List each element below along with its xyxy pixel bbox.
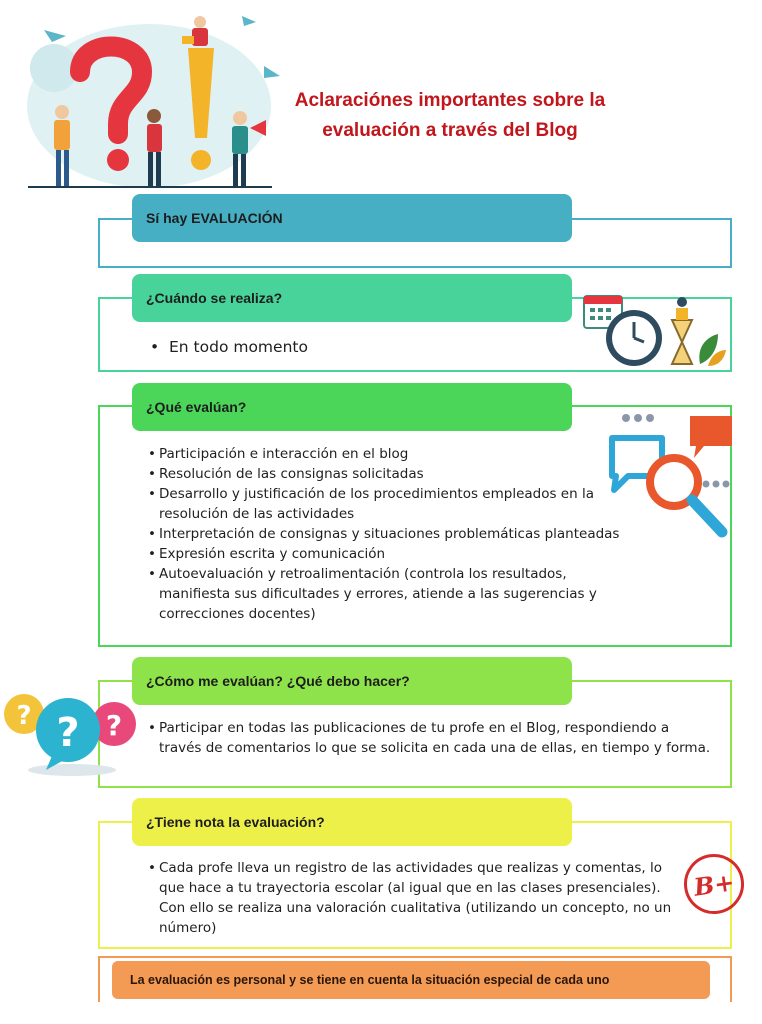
list-item: • Participar en todas las publicaciones de tu profe en el Blog, respondiendo a través de comentarios lo que se solicita en cada una de ellas, en tiempo y forma. [148,718,714,758]
criteria-list [148,444,628,624]
section-heading: ¿Cuándo se realiza? [132,274,572,322]
list-item-text: En todo momento [169,338,308,356]
calendar-clock-illustration [578,290,728,372]
person-icon [676,297,688,320]
list-item: • Cada profe lleva un registro de las actividades que realizas y comentas, lo que hace a tu trayectoria escolar (al igual que en las clases presenciales). Con ello se realiza una valoración cualitativa (utilizando un concepto, no un número) [148,858,678,938]
header-illustration [14,8,284,194]
chat-search-illustration [604,408,734,540]
section-heading: ¿Tiene nota la evaluación? [132,798,572,846]
list-item: • Autoevaluación y retroalimentación (controla los resultados, manifiesta sus dificultades y errores, atiende a las sugerencias y correcciones docentes) [148,564,628,624]
paper-plane-icon [44,30,66,42]
list-item: • Expresión escrita y comunicación [148,544,628,564]
clock-icon [606,310,662,366]
paper-plane-icon [264,66,280,78]
dots-icon [703,481,730,488]
list-item: • Participación e interacción en el blog [148,444,628,464]
chat-bubble-icon [690,416,732,458]
magnifier-icon [650,458,722,532]
section-heading: ¿Cómo me evalúan? ¿Qué debo hacer? [132,657,572,705]
section-heading: Sí hay EVALUACIÓN [132,194,572,242]
page-title: Aclaraciónes importantes sobre la evaluación a través del Blog [294,90,606,141]
list-item: • Interpretación de consignas y situaciones problemáticas planteadas [148,524,628,544]
svg-text:?: ? [105,709,123,742]
list-item: • Desarrollo y justificación de los procedimientos empleados en la resolución de las actividades [148,484,628,524]
svg-text:?: ? [16,701,32,731]
grading-list [148,858,678,938]
hourglass-icon [672,320,692,364]
question-bubbles-illustration [2,680,142,780]
instructions-list [148,718,714,758]
svg-text:?: ? [56,710,80,756]
paper-plane-icon [242,16,256,26]
grade-stamp-text: B+ [691,866,737,902]
footer-note: La evaluación es personal y se tiene en cuenta la situación especial de cada uno [112,961,710,999]
list-item: • Resolución de las consignas solicitadas [148,464,628,484]
dots-icon [622,414,654,422]
leaf-icon [699,334,726,366]
list-item: • En todo momento [150,338,308,356]
section-heading: ¿Qué evalúan? [132,383,572,431]
question-bubble-icon [36,698,100,770]
